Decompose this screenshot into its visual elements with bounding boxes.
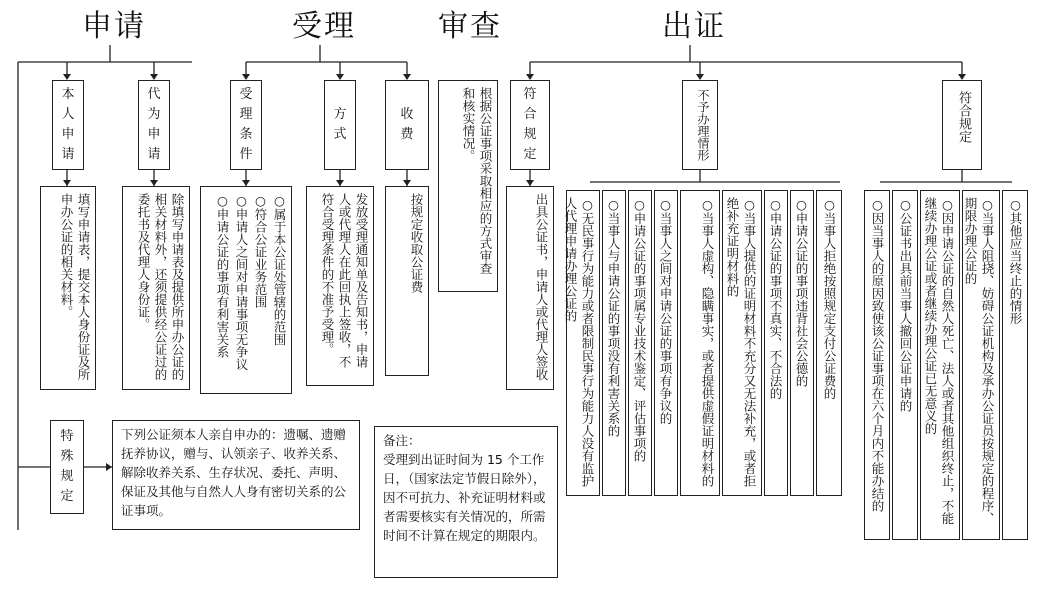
accept-method-box xyxy=(324,80,356,170)
note-title: 备注： xyxy=(383,433,421,448)
apply-self-detail: 填写申请表，提交本人身份证及所申办公证的相关材料。 xyxy=(40,186,96,390)
apply-proxy-detail: 除填写申请表及提供所申办公证的相关材料外，还须提供经公证过的委托书及代理人身份证。 xyxy=(122,186,190,390)
refuse-item: ○申请公证的事项不真实、不合法的 xyxy=(764,190,788,496)
apply-proxy-label: 代为申请 xyxy=(147,87,161,162)
special-rule-box xyxy=(50,420,84,514)
refuse-item: ○无民事行为能力或者限制民事行为能力人没有监护人代理申请办理公证的 xyxy=(566,190,600,496)
review-detail: 根据公证事项采取相应的方式审查和核实情况。 xyxy=(438,80,498,292)
accept-conditions-label: 受理条件 xyxy=(239,87,253,162)
special-rule-label: 特殊规定 xyxy=(60,429,74,504)
terminate-item: ○因申请公证的自然人死亡、法人或者其他组织终止，不能继续办理公证或者继续办理公证已无意义的 xyxy=(920,190,960,540)
issue-grant-detail: 出具公证书，申请人或代理人签收 xyxy=(506,186,554,390)
refuse-item: ○申请公证的事项属专业技术鉴定、评估事项的 xyxy=(628,190,652,496)
accept-conditions-list xyxy=(200,186,292,394)
issue-refuse-box: 不予办理情形 xyxy=(682,80,718,170)
terminate-item: ○公证书出具前当事人撤回公证申请的 xyxy=(892,190,918,540)
issue-grant-label: 符合规定 xyxy=(523,87,537,162)
accept-fee-box xyxy=(385,80,429,170)
refuse-item: ○当事人虚构、隐瞒事实，或者提供虚假证明材料的 xyxy=(680,190,720,496)
apply-proxy-box xyxy=(138,80,170,170)
header-review: 审查 xyxy=(438,9,502,44)
note-box xyxy=(374,426,558,578)
refuse-item: ○当事人与申请公证的事项没有利害关系的 xyxy=(602,190,626,496)
accept-method-label: 方式 xyxy=(333,107,347,142)
accept-fee-label: 收费 xyxy=(400,107,414,142)
apply-self-label: 本人申请 xyxy=(61,87,75,162)
refuse-item: ○当事人提供的证明材料不充分又无法补充，或者拒绝补充证明材料的 xyxy=(722,190,762,496)
condition-item: ○属于本公证处管辖的范围 xyxy=(272,193,287,346)
terminate-item: ○其他应当终止的情形 xyxy=(1002,190,1028,540)
accept-method-detail: 发放受理通知单及告知书，申请人或代理人在此回执上签收，不符合受理条件的不准予受理。 xyxy=(306,186,374,386)
refuse-item: ○申请公证的事项违背社会公德的 xyxy=(790,190,814,496)
apply-self-box xyxy=(52,80,84,170)
issue-terminate-box: 符合规定 xyxy=(942,80,982,170)
header-issue: 出证 xyxy=(662,9,726,44)
condition-item: ○申请公证的事项有利害关系 xyxy=(215,193,230,358)
special-rule-detail: 下列公证须本人亲自申办的：遗嘱、遗赠抚养协议，赠与、认领亲子、收养关系、解除收养关系、生存状况、委托、声明、保证及其他与自然人人身有密切关系的公证事项。 xyxy=(112,420,360,530)
accept-conditions-box xyxy=(230,80,262,170)
terminate-item: ○当事人阻挠、妨碍公证机构及承办公证员按规定的程序、期限办理公证的 xyxy=(962,190,1000,540)
condition-item: ○符合公证业务范围 xyxy=(253,193,268,308)
condition-item: ○申请人之间对申请事项无争议 xyxy=(234,193,249,371)
header-accept: 受理 xyxy=(292,9,356,44)
refuse-item: ○当事人拒绝按照规定支付公证费的 xyxy=(816,190,842,496)
accept-fee-detail: 按规定收取公证费 xyxy=(385,186,429,376)
note-text: 受理到出证时间为 15 个工作日，（国家法定节假日除外），因不可抗力、补充证明材料或者需要核实有关情况的，所需时间不计算在规定的期限内。 xyxy=(383,452,546,543)
terminate-item: ○因当事人的原因致使该公证事项在六个月内不能办结的 xyxy=(864,190,890,540)
refuse-item: ○当事人之间对申请公证的事项有争议的 xyxy=(654,190,678,496)
issue-grant-box xyxy=(510,80,550,170)
header-apply: 申请 xyxy=(82,9,146,44)
